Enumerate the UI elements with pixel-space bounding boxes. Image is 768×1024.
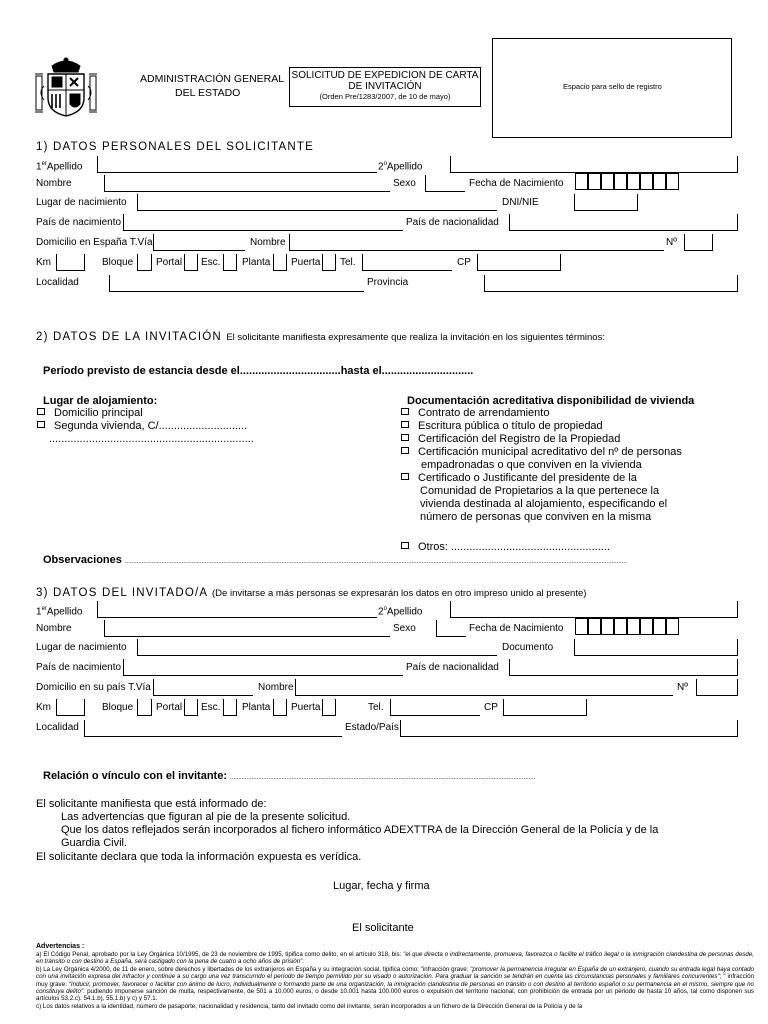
s3-apellido2-label: 2$^o$Apellido	[378, 606, 423, 618]
s3-portal-field[interactable]	[184, 699, 198, 716]
s3-estado-field[interactable]	[400, 720, 738, 737]
declaration-line-3: Que los datos reflejados serán incorporados al fichero informático ADEXTTRA de la Dirección General de la Policía y de la	[61, 824, 659, 836]
s1-cp-field[interactable]	[477, 254, 561, 271]
lugar-dots: ...................................................................	[49, 433, 254, 445]
stamp-text: Espacio para sello de registro	[563, 82, 662, 91]
s3-portal-label: Portal	[156, 702, 183, 713]
relacion-vinculo: Relación o vínculo con el invitante: .......................................................................................................................................................................................	[43, 770, 536, 782]
s1-nacionalidad-label: País de nacionalidad	[406, 217, 499, 228]
s3-apellido1-field[interactable]	[97, 601, 377, 618]
s1-nacionalidad-field[interactable]	[509, 214, 738, 231]
s3-localidad-field[interactable]	[84, 720, 342, 737]
s1-fecha-cell[interactable]	[601, 173, 614, 190]
s1-localidad-label: Localidad	[36, 277, 79, 288]
s3-numero-field[interactable]	[696, 679, 738, 696]
s3-pais-nac-field[interactable]	[123, 659, 403, 676]
checkbox[interactable]	[401, 542, 409, 549]
periodo-estancia: Período previsto de estancia desde el.................................hasta el..............................	[43, 365, 474, 377]
s1-planta-field[interactable]	[273, 254, 287, 271]
relacion-dots: .......................................................................................................................................................................................	[230, 775, 536, 781]
s3-tel-field[interactable]	[390, 699, 480, 716]
s3-domicilio-label: Domicilio en su país T.Vía	[36, 682, 151, 693]
s1-km-field[interactable]	[56, 254, 85, 271]
s3-sexo-field[interactable]	[436, 620, 466, 637]
s3-fecha-cell[interactable]	[666, 618, 679, 635]
s1-provincia-label: Provincia	[367, 277, 409, 288]
s1-km-label: Km	[36, 257, 51, 268]
s3-esc-field[interactable]	[223, 699, 237, 716]
doc-item-cont: Comunidad de Propietarios a la que pertenece la	[420, 485, 660, 497]
s1-dni-field[interactable]	[574, 194, 638, 211]
s3-esc-label: Esc.	[201, 702, 221, 713]
doc-acreditativa-list	[401, 407, 682, 524]
s1-lugar-field[interactable]	[137, 194, 497, 211]
doc-item[interactable]: Contrato de arrendamiento	[401, 407, 682, 420]
declaration-line-4: Guardia Civil.	[61, 837, 128, 849]
declaration-line-5: El solicitante declara que toda la información expuesta es verídica.	[36, 851, 362, 863]
s3-bloque-field[interactable]	[137, 699, 152, 716]
s1-apellido1-label: 1erApellido	[36, 161, 83, 173]
doc-item-cont: número de personas que conviven en la misma	[420, 511, 652, 523]
section-1-title: 1) DATOS PERSONALES DEL SOLICITANTE	[36, 141, 315, 153]
s3-documento-field[interactable]	[574, 639, 738, 656]
s1-nombre-field[interactable]	[104, 175, 390, 192]
s1-bloque-field[interactable]	[137, 254, 152, 271]
form-title-order: (Orden Pre/1283/2007, de 10 de mayo)	[319, 92, 451, 101]
s1-numero-label: Nº	[666, 237, 677, 248]
s3-apellido1-label: 1erApellido	[36, 606, 83, 618]
s1-puerta-label: Puerta	[291, 257, 321, 268]
s3-planta-field[interactable]	[273, 699, 287, 716]
s3-nombre-field[interactable]	[104, 620, 390, 637]
observaciones-dots: .............................................................................................................................................................................................................................................................................................................	[124, 559, 627, 565]
s3-nacionalidad-label: País de nacionalidad	[406, 662, 499, 673]
s3-sexo-label: Sexo	[393, 623, 416, 634]
declaration-line-1: El solicitante manifiesta que está informado de:	[36, 798, 267, 810]
s3-estado-label: Estado/País	[345, 722, 399, 733]
s3-fecha-cell[interactable]	[601, 618, 614, 635]
s3-cp-label: CP	[484, 702, 498, 713]
el-solicitante: El solicitante	[352, 922, 414, 934]
s1-nombre-via-field[interactable]	[289, 234, 664, 251]
advertencia-a: a) El Código Penal, aprobado por la Ley Orgánica 10/1995, de 23 de noviembre de 1995, tipifica como delito, en el artículo 318, bis: "el que directa o indirectamente, promueva, favorezca o facilite el tráfico ilegal o la inmigración clandestina de personas desde, en tránsito o con destino a España, será castigado con la pena de cuatro a ocho años de prisión".	[36, 951, 754, 966]
checkbox[interactable]	[401, 408, 409, 415]
checkbox[interactable]	[401, 434, 409, 441]
s3-cp-field[interactable]	[503, 699, 587, 716]
s1-planta-label: Planta	[242, 257, 271, 268]
s1-pais-nac-field[interactable]	[123, 214, 403, 231]
doc-item[interactable]: Certificación del Registro de la Propiedad	[401, 433, 682, 446]
admin-line-1: ADMINISTRACIÓN GENERAL	[140, 73, 285, 85]
s1-sexo-field[interactable]	[425, 175, 465, 192]
declaration-line-2: Las advertencias que figuran al pie de la presente solicitud.	[61, 811, 351, 823]
s3-fecha-cell[interactable]	[627, 618, 640, 635]
checkbox[interactable]	[401, 447, 409, 454]
doc-item-cont: vivienda destinada al alojamiento, especificando el	[420, 498, 668, 510]
s1-nombre-via-label: Nombre	[250, 237, 286, 248]
s1-fecha-cell[interactable]	[614, 173, 627, 190]
s1-fecha-cell[interactable]	[640, 173, 653, 190]
checkbox[interactable]	[401, 421, 409, 428]
s1-numero-field[interactable]	[684, 234, 713, 251]
section-2-title: 2) DATOS DE LA INVITACIÓN El solicitante manifiesta expresamente que realiza la invitación en los siguientes términos:	[36, 331, 605, 343]
section-2-intro: El solicitante manifiesta expresamente que realiza la invitación en los siguientes términos:	[226, 332, 605, 343]
lugar-item-domicilio[interactable]: Domicilio principal	[37, 407, 254, 420]
s3-fecha-cell[interactable]	[614, 618, 627, 635]
s3-puerta-label: Puerta	[291, 702, 321, 713]
s1-fecha-cell[interactable]	[588, 173, 601, 190]
s1-fecha-cell[interactable]	[666, 173, 679, 190]
doc-item-cont: empadronadas o que conviven en la vivienda	[421, 459, 642, 471]
s1-pais-nac-label: País de nacimiento	[36, 217, 122, 228]
s3-fecha-cell[interactable]	[640, 618, 653, 635]
lugar-alojamiento-title: Lugar de alojamiento:	[43, 395, 158, 407]
s1-lugar-label: Lugar de nacimiento	[36, 197, 127, 208]
s1-tel-field[interactable]	[362, 254, 452, 271]
s1-apellido2-label: 2$^o$Apellido	[378, 161, 423, 173]
doc-acreditativa-title: Documentación acreditativa disponibilidad de vivienda	[407, 395, 695, 407]
s1-tel-label: Tel.	[340, 257, 356, 268]
s3-tel-label: Tel.	[368, 702, 384, 713]
form-title-line-1: SOLICITUD DE EXPEDICION DE CARTA	[291, 70, 479, 81]
s1-cp-label: CP	[457, 257, 471, 268]
s3-apellido2-field[interactable]	[450, 601, 738, 618]
section-3-title: 3) DATOS DEL INVITADO/A (De invitarse a más personas se expresarán los datos en otro impreso unido al presente)	[36, 587, 587, 599]
s1-localidad-field[interactable]	[109, 275, 364, 292]
advertencia-b: b) La Ley Orgánica 4/2000, de 11 de enero, sobre derechos y libertades de los extranjeros en España y su integración social, tipifica como: "infracción grave: "promover la permanencia irregular en España de un extranjero, cuando su entrada legal haya contado con una invitación expresa del infractor y continúe a su cargo una vez transcurrido el período de tiempo permitido por su visado o autorización. Para graduar la sanción se tendrán en cuenta las circunstancias personales y familiares concurrentes"; " infracción muy grave: "Inducir, promover, favorecer o facilitar con ánimo de lucro, individualmente o formando parte de una organización, la inmigración clandestina de personas en tránsito o con destino al territorio español o su permanencia en el mismo, siempre que no constituya delito": pudiendo imponerse sanción de multa, respectivamente, de 501 a 10.000 euros, o desde 10.001 hasta 100.000 euros o expulsión del territorio nacional, con prohibición de entrada por un periodo de hasta 10 años, tal como disponen sus artículos 53.2.c). 54.1.b), 55.1.b) y c) y 57.1.	[36, 965, 754, 1003]
s3-nombre-label: Nombre	[36, 623, 72, 634]
s3-nacionalidad-field[interactable]	[509, 659, 738, 676]
s1-provincia-field[interactable]	[484, 275, 738, 292]
s3-planta-label: Planta	[242, 702, 271, 713]
s3-bloque-label: Bloque	[102, 702, 134, 713]
s1-apellido2-field[interactable]	[450, 156, 738, 173]
lugar-alojamiento-list	[37, 407, 254, 446]
checkbox[interactable]	[401, 473, 409, 480]
s1-domicilio-label: Domicilio en España T.Vía	[36, 237, 153, 248]
s1-puerta-field[interactable]	[322, 254, 336, 271]
advertencias-title: Advertencias :	[36, 943, 85, 950]
s1-sexo-label: Sexo	[393, 178, 416, 189]
s3-fecha-cell[interactable]	[588, 618, 601, 635]
s1-portal-field[interactable]	[184, 254, 198, 271]
s3-nombre-via-field[interactable]	[295, 679, 673, 696]
s3-fecha-label: Fecha de Nacimiento	[469, 623, 564, 634]
advertencia-c: c) Los datos relativos a la identidad, número de pasaporte, nacionalidad y residencia, tanto del invitado como del invitante, serán incorporados a un fichero de la Dirección General de la Policía y de la	[36, 1002, 583, 1010]
lugar-item-segunda[interactable]: Segunda vivienda, C/.............................	[37, 420, 254, 433]
s1-portal-label: Portal	[156, 257, 183, 268]
s3-fecha-cell[interactable]	[575, 618, 588, 635]
s3-lugar-label: Lugar de nacimiento	[36, 642, 127, 653]
s3-fecha-cell[interactable]	[653, 618, 666, 635]
stamp-box	[492, 38, 732, 138]
s1-nombre-label: Nombre	[36, 178, 72, 189]
observaciones: Observaciones .............................................................................................................................................................................................................................................................................................................	[43, 554, 627, 566]
doc-item[interactable]: Escritura pública o título de propiedad	[401, 420, 682, 433]
checkbox[interactable]	[37, 408, 45, 415]
s1-esc-label: Esc.	[201, 257, 221, 268]
s3-nombre-via-label: Nombre	[258, 682, 294, 693]
checkbox[interactable]	[37, 421, 45, 428]
lugar-fecha-firma: Lugar, fecha y firma	[333, 880, 430, 892]
s3-km-label: Km	[36, 702, 51, 713]
coat-of-arms-icon	[34, 56, 98, 122]
s3-km-field[interactable]	[56, 699, 85, 716]
s1-dni-label: DNI/NIE	[502, 197, 539, 208]
s1-fecha-cell[interactable]	[627, 173, 640, 190]
s3-pais-nac-label: País de nacimiento	[36, 662, 122, 673]
s1-fecha-cell[interactable]	[653, 173, 666, 190]
s1-fecha-label: Fecha de Nacimiento	[469, 178, 564, 189]
doc-item[interactable]: Certificado o Justificante del presidente de la	[401, 472, 682, 485]
doc-item[interactable]: Certificación municipal acreditativo del nº de personas	[401, 446, 682, 459]
s3-tvia-field[interactable]	[153, 679, 253, 696]
doc-item-otros[interactable]: Otros: ....................................................	[401, 541, 610, 554]
advertencias	[36, 943, 754, 1010]
form-title-box	[289, 67, 481, 107]
s1-bloque-label: Bloque	[102, 257, 134, 268]
s1-apellido1-field[interactable]	[97, 156, 377, 173]
section-3-note: (De invitarse a más personas se expresarán los datos en otro impreso unido al presente)	[212, 588, 587, 599]
s1-esc-field[interactable]	[223, 254, 237, 271]
s3-documento-label: Documento	[502, 642, 554, 653]
form-title-line-2: DE INVITACIÓN	[348, 81, 422, 92]
admin-line-2: DEL ESTADO	[175, 87, 241, 99]
s3-numero-label: Nº	[677, 682, 688, 693]
s3-localidad-label: Localidad	[36, 722, 79, 733]
s3-lugar-field[interactable]	[137, 639, 497, 656]
s1-fecha-cell[interactable]	[575, 173, 588, 190]
s1-tvia-field[interactable]	[153, 234, 245, 251]
s3-puerta-field[interactable]	[322, 699, 336, 716]
